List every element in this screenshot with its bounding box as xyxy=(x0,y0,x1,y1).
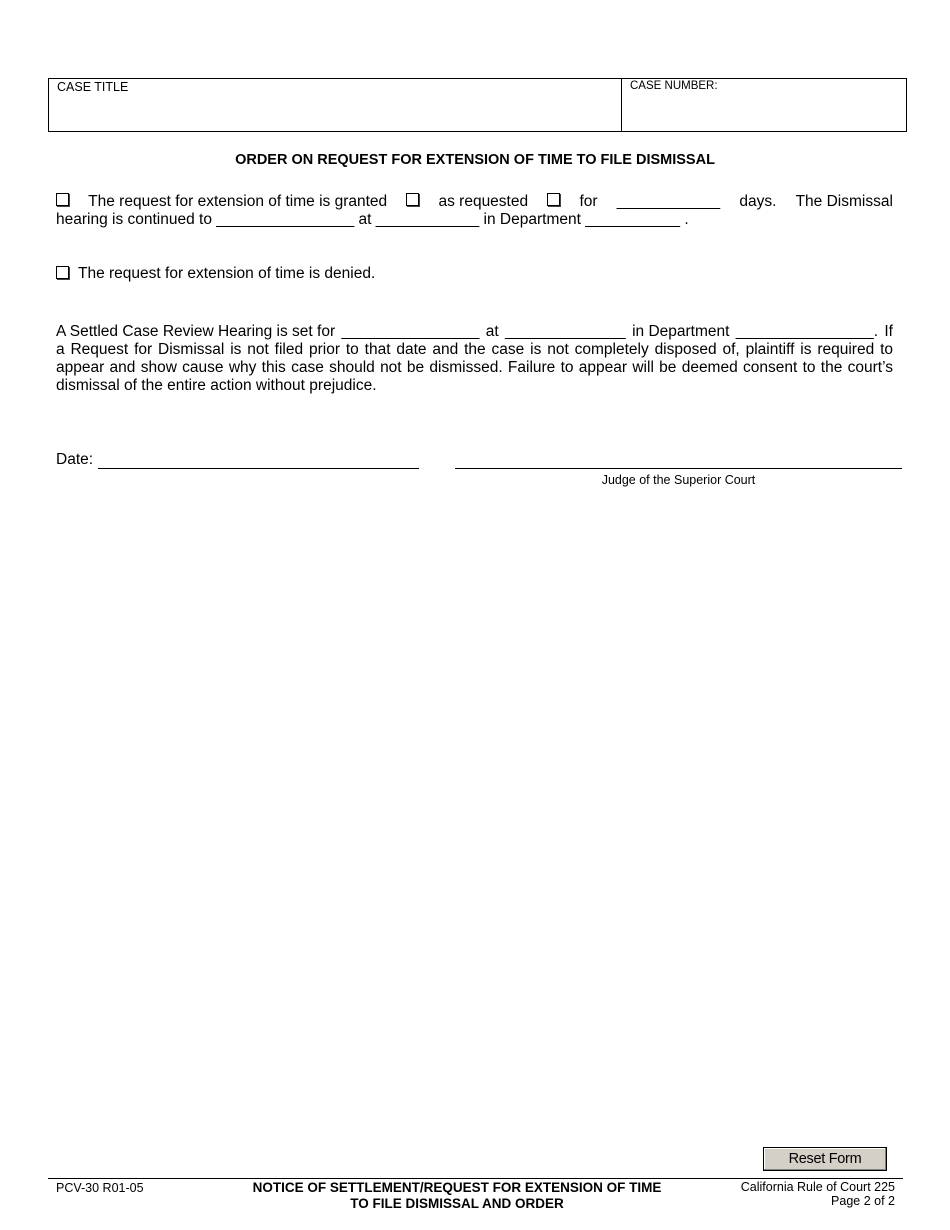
days-blank[interactable]: ____________ xyxy=(616,193,721,210)
settled-if-label: If xyxy=(884,323,893,340)
as-requested-checkbox[interactable] xyxy=(406,193,419,206)
footer-title-line-1: NOTICE OF SETTLEMENT/REQUEST FOR EXTENSION OF TIME xyxy=(252,1180,662,1195)
settled-intro: A Settled Case Review Hearing is set for xyxy=(56,323,336,340)
granted-text: The request for extension of time is granted xyxy=(88,193,388,210)
rule-reference: California Rule of Court 225 xyxy=(740,1180,895,1194)
continued-time-blank[interactable]: ____________ xyxy=(375,211,480,228)
settled-department-label: in Department xyxy=(632,323,730,340)
case-number-label: CASE NUMBER: xyxy=(630,80,718,92)
settled-body: a Request for Dismissal is not filed prior to that date and the case is not completely disposed of, plaintiff is required to appear and show cause why this case should not be dismissed. Failure to appear will be deemed consent to the court’s dismissal of the entire action without prejudice. xyxy=(56,341,893,394)
for-label: for xyxy=(579,193,598,210)
at-label: at xyxy=(358,211,372,228)
granted-line xyxy=(56,193,893,211)
case-title-label: CASE TITLE xyxy=(57,80,129,94)
denied-line xyxy=(56,265,375,283)
footer-title xyxy=(207,1180,707,1212)
continued-line xyxy=(56,211,689,229)
form-code: PCV-30 R01-05 xyxy=(56,1181,144,1195)
settled-department-blank[interactable]: ________________. xyxy=(735,323,879,340)
settled-date-blank[interactable]: ________________ xyxy=(341,323,480,340)
footer-right xyxy=(741,1180,895,1208)
continued-label: hearing is continued to xyxy=(56,211,212,228)
settled-at-label: at xyxy=(485,323,499,340)
date-label: Date: xyxy=(56,451,94,468)
settled-first-line xyxy=(56,323,893,341)
reset-form-button[interactable]: Reset Form xyxy=(763,1147,887,1171)
department-label: in Department xyxy=(483,211,581,228)
continued-department-blank[interactable]: ___________ xyxy=(585,211,681,228)
for-days-checkbox[interactable] xyxy=(547,193,560,206)
judge-caption: Judge of the Superior Court xyxy=(601,473,756,487)
continued-date-blank[interactable]: ________________ xyxy=(216,211,355,228)
denied-checkbox[interactable] xyxy=(56,266,69,279)
footer-title-line-2: TO FILE DISMISSAL AND ORDER xyxy=(350,1196,564,1211)
case-caption-box xyxy=(48,78,907,132)
page-number: Page 2 of 2 xyxy=(831,1194,895,1208)
settled-time-blank[interactable]: ______________ xyxy=(505,323,626,340)
as-requested-label: as requested xyxy=(438,193,529,210)
footer-rule xyxy=(48,1178,903,1179)
date-signature-line[interactable] xyxy=(98,468,419,469)
judge-signature-line[interactable] xyxy=(455,468,902,469)
end-period: . xyxy=(684,211,689,228)
order-title: ORDER ON REQUEST FOR EXTENSION OF TIME TO FILE DISMISSAL xyxy=(235,152,715,168)
denied-text: The request for extension of time is denied. xyxy=(78,265,376,282)
settled-hearing-paragraph xyxy=(56,323,893,395)
granted-checkbox[interactable] xyxy=(56,193,69,206)
caption-divider xyxy=(621,79,622,131)
dismissal-label: The Dismissal xyxy=(795,193,893,210)
days-label: days. xyxy=(739,193,777,210)
